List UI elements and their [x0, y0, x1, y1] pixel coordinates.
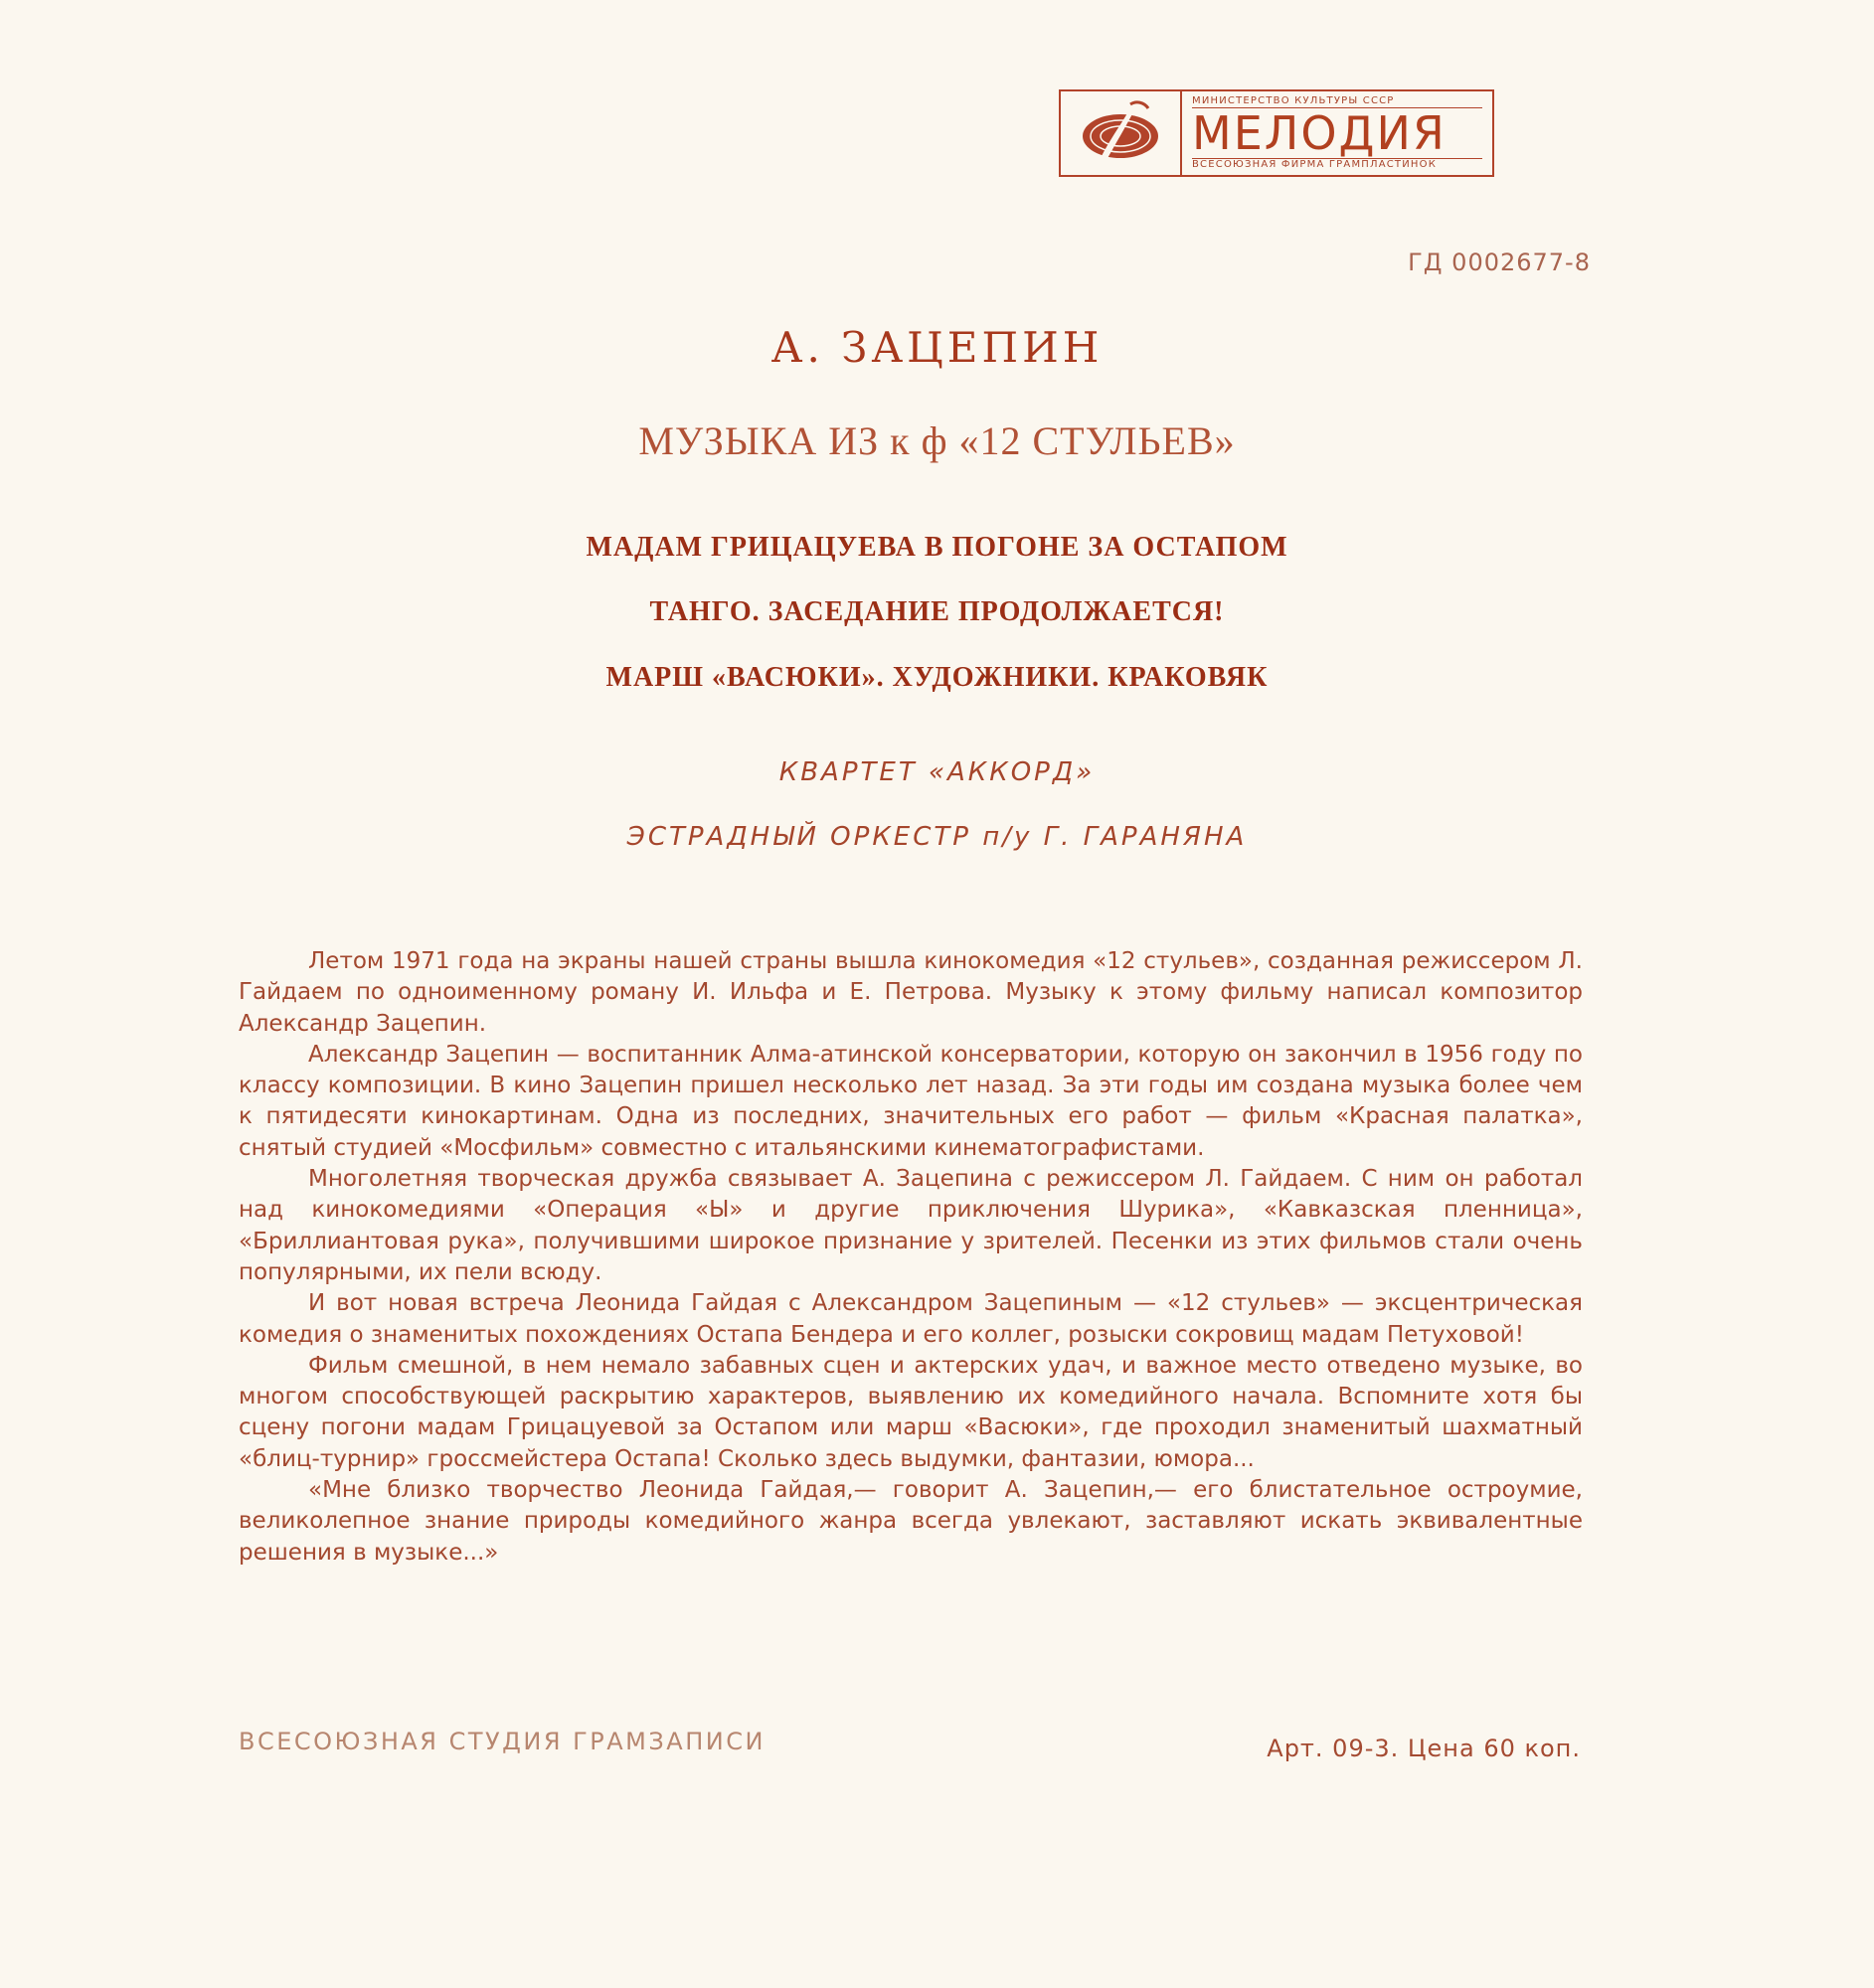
track-title: МАРШ «ВАСЮКИ». ХУДОЖНИКИ. КРАКОВЯК	[605, 662, 1269, 693]
melodiya-emblem-icon	[1061, 91, 1182, 175]
liner-paragraph: Летом 1971 года на экраны нашей страны вышла кинокомедия «12 стульев», созданная режиссером Л. Гайдаем по одноименному роману И. Ильфа и Е. Петрова. Музыку к этому фильму написал композитор Александр Зацепин.	[239, 948, 1583, 1037]
liner-notes	[239, 946, 1583, 1569]
price-label: Арт. 09-3. Цена 60 коп.	[1267, 1735, 1581, 1762]
studio-name: ВСЕСОЮЗНАЯ СТУДИЯ ГРАМЗАПИСИ	[239, 1728, 766, 1755]
liner-paragraph: «Мне близко творчество Леонида Гайдая,— говорит А. Зацепин,— его блистательное остроумие, великолепное знание природы комедийного жанра всегда увлекают, заставляют искать эквивалентные решения в музыке...»	[239, 1477, 1583, 1566]
performer: КВАРТЕТ «АККОРД»	[778, 757, 1096, 787]
liner-paragraph: Многолетняя творческая дружба связывает А. Зацепина с режиссером Л. Гайдаем. С ним он работал над кинокомедиями «Операция «Ы» и другие приключения Шурика», «Кавказская пленница», «Бриллиантовая рука», получившими широкое признание у зрителей. Песенки из этих фильмов стали очень популярными, их пели всюду.	[239, 1166, 1583, 1285]
logo-firm-text: ВСЕСОЮЗНАЯ ФИРМА ГРАМПЛАСТИНОК	[1192, 159, 1438, 170]
logo-ministry-text: МИНИСТЕРСТВО КУЛЬТУРЫ СССР	[1192, 95, 1395, 106]
liner-paragraph: Фильм смешной, в нем немало забавных сцен и актерских удач, и важное место отведено музыке, во многом способствующей раскрытию характеров, выявлению их комедийного начала. Вспомните хотя бы сцену погони мадам Грицацуевой за Остапом или марш «Васюки», где проходил знаменитый шахматный «блиц-турнир» гроссмейстера Остапа! Сколько здесь выдумки, фантазии, юмора...	[239, 1352, 1583, 1472]
track-title: ТАНГО. ЗАСЕДАНИЕ ПРОДОЛЖАЕТСЯ!	[649, 596, 1225, 627]
melodiya-logo	[1059, 89, 1494, 177]
track-title: МАДАМ ГРИЦАЦУЕВА В ПОГОНЕ ЗА ОСТАПОМ	[586, 532, 1288, 563]
logo-brand-text: МЕЛОДИЯ	[1192, 107, 1482, 159]
performer: ЭСТРАДНЫЙ ОРКЕСТР п/у Г. ГАРАНЯНА	[626, 822, 1248, 852]
liner-paragraph: Александр Зацепин — воспитанник Алма-атинской консерватории, которую он закончил в 1956 году по классу композиции. В кино Зацепин пришел несколько лет назад. За эти годы им создана музыка более чем к пятидесяти кинокартинам. Одна из последних, значительных его работ — фильм «Красная палатка», снятый студией «Мосфильм» совместно с итальянскими кинематографистами.	[239, 1041, 1583, 1161]
composer-name: А. ЗАЦЕПИН	[770, 323, 1104, 372]
catalog-number: ГД 0002677-8	[1408, 248, 1591, 276]
liner-paragraph: И вот новая встреча Леонида Гайдая с Александром Зацепиным — «12 стульев» — эксцентрическая комедия о знаменитых похождениях Остапа Бендера и его коллег, розыски сокровищ мадам Петуховой!	[239, 1290, 1583, 1348]
album-title: МУЗЫКА ИЗ к ф «12 СТУЛЬЕВ»	[638, 418, 1236, 463]
